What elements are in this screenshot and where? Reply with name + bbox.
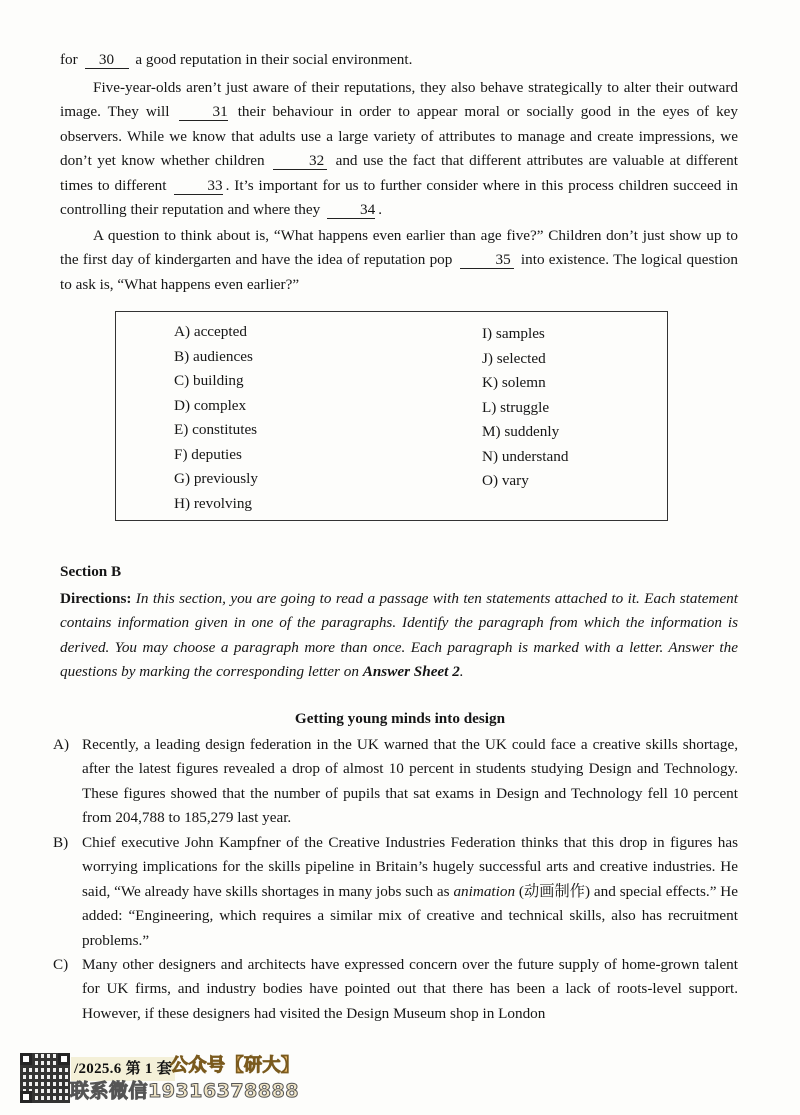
- paragraph-text: Recently, a leading design federation in the UK warned that the UK could face a creative skills shortage, after the latest figures revealed a drop of almost 10 percent in students studying Design and Technology. These figures showed that the number of pupils that sat exams in Design and Technology fell 10 percent from 204,788 to 185,279 last year.: [82, 736, 738, 827]
- passage-paragraph-3: A question to think about is, “What happens even earlier than age five?” Children don’t just show up to the first day of kindergarten and have the idea of reputation pop 35 into existence. The logical question to ask is, “What happens even earlier?”: [60, 227, 738, 293]
- word-option: E) constitutes: [174, 421, 258, 438]
- article-paragraph-c: [53, 953, 738, 1026]
- passage-paragraph-2: Five-year-olds aren’t just aware of their reputations, they also behave strategically to alter their outward image. They will 31 their behaviour in order to appear moral or socially good in the eyes of key observers. While we know that adults use a large variety of attributes to manage and create impressions, we don’t yet know whether children 32 and use the fact that different attributes are valuable at different times to different 33 . It’s important for us to further consider where in this process children succeed in controlling their reputation and where they 34 .: [60, 79, 739, 219]
- directions-text: In this section, you are going to read a passage with ten statements attached to it. Each statement contains information given in one of the paragraphs. Identify the paragraph from which the information is derived. You may choose a paragraph more than once. Each paragraph is marked with a letter. Answer the questions by marking the corresponding letter on: [60, 590, 738, 681]
- word-option: L) struggle: [482, 398, 550, 416]
- paragraph-text: Many other designers and architects have expressed concern over the future supply of home-grown talent for UK firms, and industry bodies have pointed out that there has been a lack of roots-level support. However, if these designers had visited the Design Museum shop in London: [82, 956, 738, 1022]
- word-option: J) selected: [482, 349, 546, 367]
- word-bank-box: [115, 311, 668, 521]
- paragraph-letter: A): [53, 736, 70, 753]
- blank-32: 32: [273, 152, 327, 170]
- word-option: N) understand: [482, 447, 569, 465]
- word-option: F) deputies: [174, 445, 242, 463]
- blank-34: 34: [327, 201, 375, 219]
- section-b-directions: Directions: In this section, you are going to read a passage with ten statements attached to it. Each statement contains information given in one of the paragraphs. Identify the paragraph from which the information is derived. You may choose a paragraph more than once. Each paragraph is marked with a letter. Answer the questions by marking the corresponding letter on Answer Sheet 2.: [60, 590, 738, 681]
- word-option: C) building: [174, 372, 244, 389]
- word-option: H) revolving: [174, 494, 253, 512]
- article-paragraph-a: [53, 733, 738, 831]
- watermark-account: 公众号【研大】: [170, 1055, 300, 1076]
- word-option: I) samples: [482, 325, 545, 342]
- word-bank-right-column: [482, 322, 568, 494]
- article-title: Getting young minds into design: [294, 710, 506, 727]
- word-option: A) accepted: [174, 323, 247, 340]
- italic-term: animation: [453, 882, 516, 900]
- word-option: D) complex: [174, 396, 247, 414]
- article-paragraph-b: [53, 831, 738, 953]
- watermark-contact: 联系微信19316378888: [70, 1080, 299, 1102]
- word-bank-left-column: [174, 320, 258, 516]
- page-code: /2025.6 第 1 套: [71, 1057, 175, 1081]
- directions-label: Directions:: [60, 590, 132, 607]
- blank-35: 35: [460, 251, 514, 269]
- blank-30: 30: [85, 51, 129, 69]
- paragraph-text: Chief executive John Kampfner of the Creative Industries Federation thinks that this drop in figures has worrying implications for the skills pipeline in Britain’s hugely successful arts and creative industries. He said, “We already have skills shortages in many jobs such as animation (动画制作) and special effects.” He added: “Engineering, which requires a similar mix of creative and technical skills, also has recruitment problems.”: [82, 834, 739, 949]
- word-option: K) solemn: [482, 374, 546, 391]
- qr-code-icon: [20, 1053, 70, 1103]
- word-option: G) previously: [174, 470, 258, 487]
- word-option: O) vary: [482, 472, 529, 489]
- passage-line-30: for 30 a good reputation in their social environment.: [60, 51, 413, 68]
- blank-31: 31: [179, 103, 227, 121]
- word-option: B) audiences: [174, 347, 253, 365]
- page-footer: [20, 1051, 320, 1107]
- blank-33: 33: [174, 177, 222, 195]
- word-option: M) suddenly: [482, 423, 560, 440]
- paragraph-letter: B): [53, 834, 69, 851]
- section-b-heading: Section B: [60, 563, 122, 580]
- paragraph-letter: C): [53, 956, 69, 973]
- answer-sheet-label: Answer Sheet 2: [362, 663, 460, 681]
